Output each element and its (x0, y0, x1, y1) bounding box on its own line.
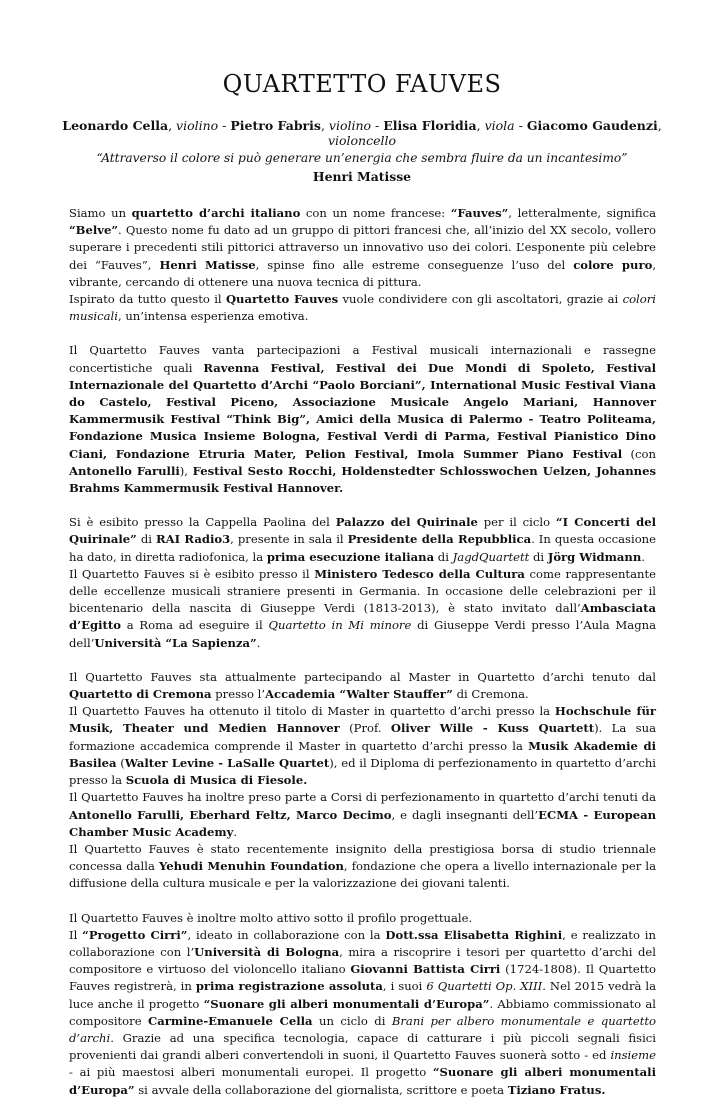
bold-text: Accademia “Walter Stauffer” (265, 687, 453, 702)
italic-text: Brani per albero monumentale e quartetto d’archi (69, 1013, 656, 1045)
bold-text: Antonello Farulli (69, 463, 180, 478)
italic-text: colori musicali (69, 292, 656, 324)
body-paragraph (69, 205, 656, 291)
text-run: , ideato in collaborazione con la (187, 927, 386, 942)
quote-author: Henri Matisse (312, 169, 412, 184)
bold-text: Yehudi Menuhin Foundation (158, 859, 344, 874)
bold-text: quartetto d’archi italiano (131, 206, 301, 220)
text-run: un ciclo di (312, 1013, 392, 1028)
bold-text: Giovanni Battista Cirri (350, 962, 501, 977)
bold-text: Festival Sesto Rocchi, Holdenstedter Schlosswochen Uelzen, Johannes Brahms Kammermusik Festival Hannover. (69, 463, 656, 496)
page-title: QUARTETTO FAUVES (222, 70, 502, 98)
text-run: . (641, 549, 645, 564)
text-run: . (233, 824, 238, 839)
text-run: Si è esibito presso la Cappella Paolina del (69, 515, 336, 530)
text-run: , spinse fino alle estreme conseguenze l’uso del (255, 257, 574, 272)
text-run: . In questa occasione ha dato, in diretta radiofonica, la (69, 532, 657, 564)
bold-text: Tiziano Fratus. (507, 1082, 606, 1097)
member-instrument: viola (484, 118, 515, 133)
bold-text: Università di Bologna (194, 944, 340, 959)
text-run: di Giuseppe Verdi presso l’Aula Magna dell’ (69, 618, 656, 650)
bold-text: ECMA - European Chamber Music Academy (69, 807, 657, 839)
text-run: , vibrante, cercando di ottenere una nuova tecnica di pittura. (69, 257, 656, 289)
bold-text: Hochschule für Musik, Theater und Medien Hannover (69, 704, 656, 736)
text-run: , e realizzato in collaborazione con l’ (69, 927, 656, 959)
member-name: Elisa Floridia (383, 118, 477, 133)
member-instrument: violino (176, 118, 219, 133)
bold-text: Università “La Sapienza” (94, 635, 257, 650)
text-run: Il Quartetto Fauves vanta partecipazioni a Festival musicali internazionali e rassegne concertistiche quali (69, 343, 656, 375)
bold-text: Palazzo del Quirinale (335, 515, 478, 530)
italic-text: insieme (610, 1048, 656, 1063)
text-run: di Cremona. (452, 687, 529, 702)
text-run: di (434, 549, 453, 564)
bold-text: Quartetto di Cremona (69, 687, 212, 702)
bold-text: “Suonare gli alberi monumentali d’Europa” (203, 996, 490, 1011)
text-run: (1724-1808). Il Quartetto Fauves registrerà, in (69, 962, 656, 994)
text-run: , i suoi (382, 979, 427, 994)
text-run: presso l’ (211, 687, 266, 702)
text-run: . Nel 2015 vedrà la luce anche il progetto (69, 979, 657, 1011)
bold-text: Ambasciata d’Egitto (69, 601, 656, 633)
bold-text: colore puro (573, 257, 653, 272)
members-line: Leonardo Cella, violino - Pietro Fabris, violino - Elisa Floridia, viola - Giacomo Gaudenzi, violoncello (62, 118, 662, 148)
text-run: . Grazie ad una specifica tecnologia, capace di catturare i più piccoli segnali fisici provenienti dai grandi alberi convertendoli in suoni, il Quartetto Fauves suonerà sotto - ed (69, 1030, 656, 1063)
text-run: di (136, 532, 157, 547)
bold-text: “I Concerti del Quirinale” (69, 515, 656, 547)
bold-text: prima registrazione assoluta (195, 979, 383, 994)
bold-text: Carmine-Emanuele Cella (148, 1013, 313, 1028)
text-run: . Abbiamo commissionato al compositore (69, 996, 657, 1028)
text-run: a Roma ad eseguire il (120, 618, 269, 633)
bold-text: Jörg Widmann (547, 549, 642, 564)
text-run: vuole condividere con gli ascoltatori, grazie ai (338, 292, 623, 307)
text-run: si avvale della collaborazione del giornalista, scrittore e poeta (134, 1082, 508, 1097)
bold-text: prima esecuzione italiana (266, 549, 435, 564)
text-run: ( (116, 755, 125, 770)
text-run: ), (179, 463, 193, 478)
body-paragraph (69, 910, 656, 927)
section-spacer (69, 893, 656, 910)
bold-text: Oliver Wille - Kuss Quartett (390, 721, 595, 736)
bold-text: Scuola di Musica di Fiesole. (125, 773, 308, 788)
document-body (69, 188, 656, 1099)
bold-text: Musik Akademie di Basilea (69, 738, 656, 770)
text-run: Il Quartetto Fauves sta attualmente partecipando al Master in Quartetto d’archi tenuto dal (69, 669, 656, 684)
member-name: Giacomo Gaudenzi (526, 118, 658, 133)
epigraph-quote: “Attraverso il colore si può generare un’energia che sembra fluire da un incantesimo” (96, 151, 628, 165)
text-run: , mira a riscoprire i tesori per quartetto d’archi del compositore e virtuoso del violoncello italiano (69, 944, 656, 977)
member-name: Leonardo Cella (62, 118, 169, 133)
section-spacer (69, 652, 656, 669)
body-paragraph (69, 927, 656, 1099)
bold-text: “Belve” (69, 223, 119, 238)
text-run: . Questo nome fu dato ad un gruppo di pittori francesi che, all’inizio del XX secolo, vollero superare i precedenti stili pittorici attraverso un innovativo uso dei colori. L’esponente più celebre dei “Fauves”, (69, 223, 656, 272)
text-run: ). La sua formazione accademica comprende il Master in quartetto d’archi presso la (69, 721, 657, 753)
body-paragraph (69, 291, 656, 325)
text-run: Ispirato da tutto questo il (69, 292, 226, 307)
bold-text: “Suonare gli alberi monumentali d’Europa” (69, 1065, 656, 1097)
bold-text: RAI Radio3 (156, 532, 231, 547)
body-paragraph (69, 342, 656, 497)
text-run: ), ed il Diploma di perfezionamento in quartetto d’archi presso la (69, 755, 657, 788)
body-paragraph (69, 789, 656, 841)
bold-text: Quartetto Fauves (225, 292, 339, 307)
member-instrument: violoncello (327, 133, 397, 148)
member-name: Pietro Fabris (230, 118, 321, 133)
text-run: Il Quartetto Fauves ha inoltre preso parte a Corsi di perfezionamento in quartetto d’archi tenuti da (69, 790, 656, 805)
body-paragraph (69, 841, 656, 893)
text-run: Siamo un (69, 206, 132, 220)
bold-text: Walter Levine - LaSalle Quartet (124, 755, 330, 770)
text-run: (Prof. (339, 721, 391, 736)
text-run: di (529, 549, 548, 564)
section-spacer (69, 188, 656, 205)
text-run: , letteralmente, significa (508, 206, 656, 220)
text-run: (con (622, 446, 656, 461)
body-paragraph (69, 514, 656, 566)
text-run: Il Quartetto Fauves è inoltre molto attivo sotto il profilo progettuale. (69, 910, 473, 925)
text-run: - ai più maestosi alberi monumentali europei. Il progetto (69, 1065, 433, 1080)
italic-text: 6 Quartetti Op. XIII (426, 979, 543, 994)
body-paragraph (69, 566, 656, 652)
bold-text: Henri Matisse (159, 257, 256, 272)
text-run: Il Quartetto Fauves è stato recentemente insignito della prestigiosa borsa di studio triennale concessa dalla (69, 841, 656, 874)
body-paragraph (69, 669, 656, 703)
text-run: per il ciclo (477, 515, 556, 530)
bold-text: “Progetto Cirri” (82, 927, 188, 942)
text-run: , e dagli insegnanti dell’ (391, 807, 539, 822)
bold-text: Ravenna Festival, Festival dei Due Mondi di Spoleto, Festival Internazionale del Quartetto d’Archi “Paolo Borciani”, International Music Festival Viana do Castelo, Festival Piceno, Associazione Musicale Angelo Mariani, Hannover Kammermusik Festival “Think Big”, Amici della Musica di Palermo - Teatro Politeama, Fondazione Musica Insieme Bologna, Festival Verdi di Parma, Festival Pianistico Dino Ciani, Fondazione Etruria Mater, Pelion Festival, Imola Summer Piano Festival (69, 360, 656, 461)
text-run: . (256, 635, 261, 650)
text-run: , fondazione che opera a livello internazionale per la diffusione della cultura musicale e per la valorizzazione dei giovani talenti. (69, 859, 657, 891)
text-run: con un nome francese: (300, 206, 451, 220)
section-spacer (69, 497, 656, 514)
text-run: Il Quartetto Fauves si è esibito presso il (69, 566, 315, 581)
text-run: , un’intensa esperienza emotiva. (117, 309, 309, 324)
bold-text: Presidente della Repubblica (347, 532, 532, 547)
italic-text: JagdQuartett (452, 549, 530, 564)
bold-text: “Fauves” (450, 206, 509, 220)
text-run: , presente in sala il (230, 532, 348, 547)
text-run: Il (69, 927, 83, 942)
text-run: come rappresentante delle eccellenze musicali straniere presenti in Germania. In occasione delle celebrazioni per il bicentenario della nascita di Giuseppe Verdi (1813-2013), è stato invitato dall’ (69, 566, 656, 616)
bold-text: Ministero Tedesco della Cultura (314, 566, 525, 581)
section-spacer (69, 325, 656, 342)
text-run: Il Quartetto Fauves ha ottenuto il titolo di Master in quartetto d’archi presso la (69, 704, 555, 719)
bold-text: Antonello Farulli, Eberhard Feltz, Marco Decimo (69, 807, 392, 822)
italic-text: Quartetto in Mi minore (268, 618, 412, 633)
body-paragraph (69, 703, 656, 789)
member-instrument: violino (328, 118, 372, 133)
bold-text: Dott.ssa Elisabetta Righini (385, 927, 563, 942)
